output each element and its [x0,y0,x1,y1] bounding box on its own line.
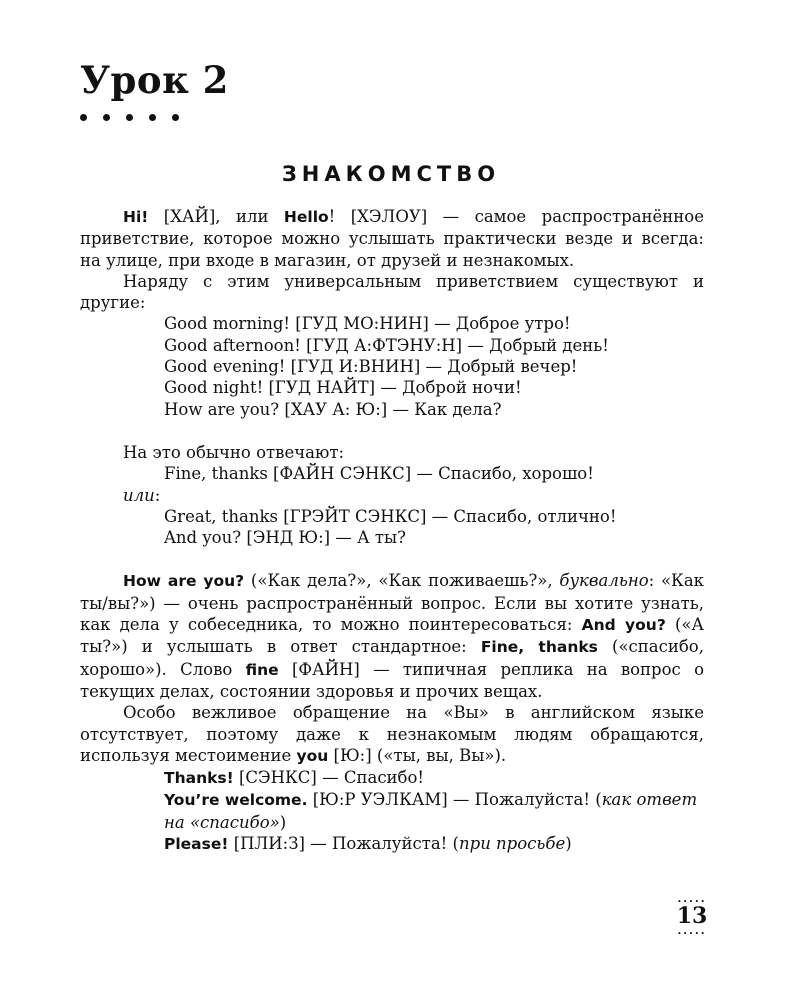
phrase-term: Thanks! [164,769,234,788]
greetings-list [80,313,704,419]
section-title: ЗНАКОМСТВО [281,162,501,186]
dot [80,114,87,121]
text: («спасибо, хорошо»). Слово [80,637,704,679]
phrases-list [80,767,704,855]
phrase-term: You’re welcome. [164,791,308,810]
phrase-term: Please! [164,835,229,854]
title-dots-divider [80,106,210,114]
term-hi: Hi! [123,208,149,226]
greeting-line: Good afternoon! [ГУД А:ФТЭНУ:Н] — Добрый день! [164,335,609,355]
page-number-value: 13 [676,903,708,929]
page-number-dots-bottom: ..... [677,926,707,937]
dot [149,114,156,121]
text: («А ты?») и услышать в ответ стандартное: [80,615,705,657]
phrase-line [164,767,704,789]
dot [126,114,133,121]
text: («Как дела?», «Как поживаешь?», [244,571,560,591]
text: : [154,485,161,505]
or-word: или [123,485,155,505]
text: [Ю:Р УЭЛКАМ] — Пожалуйста! ( [307,790,602,810]
greeting-line: Good morning! [ГУД МО:НИН] — Доброе утро! [164,314,571,334]
answer-line: Fine, thanks [ФАЙН СЭНКС] — Спасибо, хорошо! [164,464,594,484]
spacer [80,548,704,570]
lesson-content [80,206,704,855]
answer-line: And you? [ЭНД Ю:] — А ты? [164,528,406,548]
phrase-note: как ответ на «спасибо» [164,790,698,832]
text: [ХАЙ], или [148,207,284,226]
answers-intro: На это обычно отвечают: [123,442,345,462]
term-and-you: And you? [581,616,666,635]
phrase-line [164,789,704,833]
phrase-line [164,833,704,855]
dot [103,114,110,121]
dot [172,114,179,121]
page-number [672,896,712,936]
text: : «Как ты/вы?») — очень распространённый вопрос. Если вы хотите узнать, как дела у собеседника, то можно поинтересоваться: [80,571,704,635]
term-hello: Hello [283,208,329,226]
text: [ФАЙН] — типичная реплика на вопрос о текущих делах, состоянии здоровья и прочих вещах. [80,659,705,701]
text: Особо вежливое обращение на «Вы» в английском языке отсутствует, поэтому даже к незнакомым людям обращаются, используя местоимение [80,703,704,765]
term-fine: fine [245,660,279,679]
phrase-note: при просьбе [459,834,566,854]
text: ) [565,834,572,854]
term-how-are-you: How are you? [123,572,245,591]
term-fine-thanks: Fine, thanks [480,638,598,657]
lesson-title: Урок 2 [80,58,229,102]
spacer [80,420,704,442]
intro-paragraph [80,206,704,271]
or-label [80,485,704,506]
greeting-line: How are you? [ХАУ А: Ю:] — Как дела? [164,399,502,419]
text: [Ю:] («ты, вы, Вы»). [328,745,507,765]
page-number-dots-top: ..... [677,894,707,905]
text: ! [ХЭЛОУ] — самое распространённое приветствие, которое можно услышать практически везде и всегда: на улице, при входе в магазин, от друзей и незнакомых. [80,207,704,270]
explanation-paragraph [80,570,704,702]
answer-line: Great, thanks [ГРЭЙТ СЭНКС] — Спасибо, отлично! [164,506,617,526]
politeness-paragraph [80,702,704,767]
term-you: you [296,746,329,765]
text: [СЭНКС] — Спасибо! [233,768,425,788]
greeting-line: Good night! [ГУД НАЙТ] — Доброй ночи! [164,378,522,398]
text-italic: буквально [559,571,649,591]
text: ) [279,812,287,832]
intro-paragraph-2: Наряду с этим универсальным приветствием существуют и другие: [80,271,704,313]
text: [ПЛИ:З] — Пожалуйста! ( [228,834,459,854]
greeting-line: Good evening! [ГУД И:ВНИН] — Добрый вечер! [164,357,578,377]
